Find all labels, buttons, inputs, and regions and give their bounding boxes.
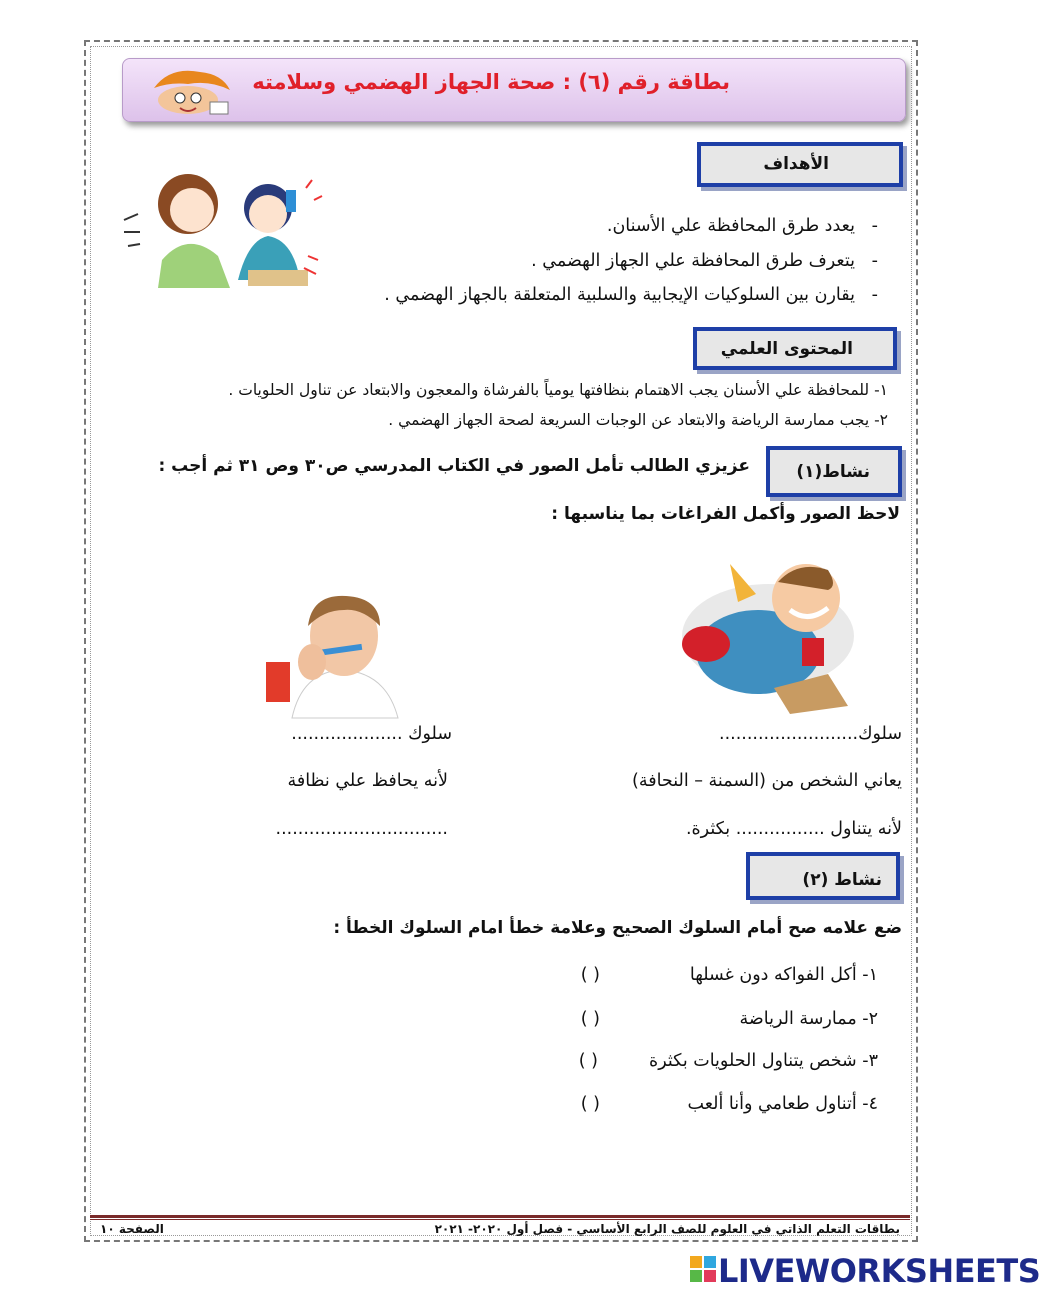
activity2-item: ٢- ممارسة الرياضة: [739, 1009, 878, 1029]
stomach-ache-illustration: [118, 160, 328, 290]
answer-mark-box[interactable]: ( ): [580, 965, 600, 985]
objective-item: - يقارن بين السلوكيات الإيجابية والسلبية المتعلقة بالجهاز الهضمي .: [384, 285, 878, 305]
activity1-left-line2: لأنه يحافظ علي نظافة: [287, 771, 448, 791]
activity1-right-line3[interactable]: لأنه يتناول ................ بكثرة.: [685, 819, 902, 839]
activity2-header-label: نشاط (٢): [802, 870, 882, 890]
objective-item: - يتعرف طرق المحافظة علي الجهاز الهضمي .: [531, 251, 878, 271]
activity2-header: [746, 852, 900, 900]
activity2-item: ٣- شخص يتناول الحلويات بكثرة: [649, 1051, 878, 1071]
activity1-instruction: لاحظ الصور وأكمل الفراغات بما يناسبها :: [551, 504, 900, 524]
page-number: الصفحة ١٠: [100, 1222, 164, 1236]
content-item: ١- للمحافظة علي الأسنان يجب الاهتمام بنظافتها يومياً بالفرشاة والمعجون والابتعاد عن تناول الحلويات .: [228, 381, 888, 399]
activity1-left-behavior[interactable]: سلوك ....................: [291, 724, 452, 744]
content-header: [693, 327, 897, 370]
objectives-header: [697, 142, 903, 187]
objectives-header-label: الأهداف: [763, 154, 829, 174]
content-item: ٢- يجب ممارسة الرياضة والابتعاد عن الوجبات السريعة لصحة الجهاز الهضمي .: [388, 411, 888, 429]
brand-wordmark[interactable]: LIVEWORKSHEETS: [718, 1252, 1040, 1290]
answer-mark-box[interactable]: ( ): [578, 1051, 598, 1071]
footer-caption: بطاقات التعلم الذاتي في العلوم للصف الرابع الأساسي - فصل أول ٢٠٢٠- ٢٠٢١: [434, 1222, 900, 1236]
footer-divider: [90, 1215, 910, 1218]
overeating-boy-illustration: [678, 556, 888, 716]
footer-divider-thin: [90, 1219, 910, 1220]
activity1-left-line3[interactable]: ...............................: [275, 819, 448, 839]
boy-brushing-teeth-photo: [262, 592, 422, 718]
activity2-item: ٤- أتناول طعامي وأنا ألعب: [687, 1094, 878, 1114]
answer-mark-box[interactable]: ( ): [580, 1009, 600, 1029]
answer-mark-box[interactable]: ( ): [580, 1094, 600, 1114]
activity2-instruction: ضع علامه صح أمام السلوك الصحيح وعلامة خطأ امام السلوك الخطأ :: [333, 918, 902, 938]
activity1-prompt: عزيزي الطالب تأمل الصور في الكتاب المدرسي ص٣٠ وص ٣١ ثم أجب :: [158, 456, 750, 476]
activity2-item: ١- أكل الفواكه دون غسلها: [689, 965, 878, 985]
activity1-right-line2[interactable]: يعاني الشخص من (السمنة – النحافة): [632, 771, 902, 791]
activity1-right-behavior[interactable]: سلوك.........................: [719, 724, 902, 744]
content-header-label: المحتوى العلمي: [720, 339, 853, 359]
liveworksheets-logo-icon: [690, 1256, 716, 1282]
page-title: بطاقة رقم (٦) : صحة الجهاز الهضمي وسلامته: [252, 70, 730, 94]
objective-item: - يعدد طرق المحافظة علي الأسنان.: [606, 216, 878, 236]
activity1-header: [766, 446, 902, 497]
activity1-header-label: نشاط(١): [796, 462, 870, 482]
